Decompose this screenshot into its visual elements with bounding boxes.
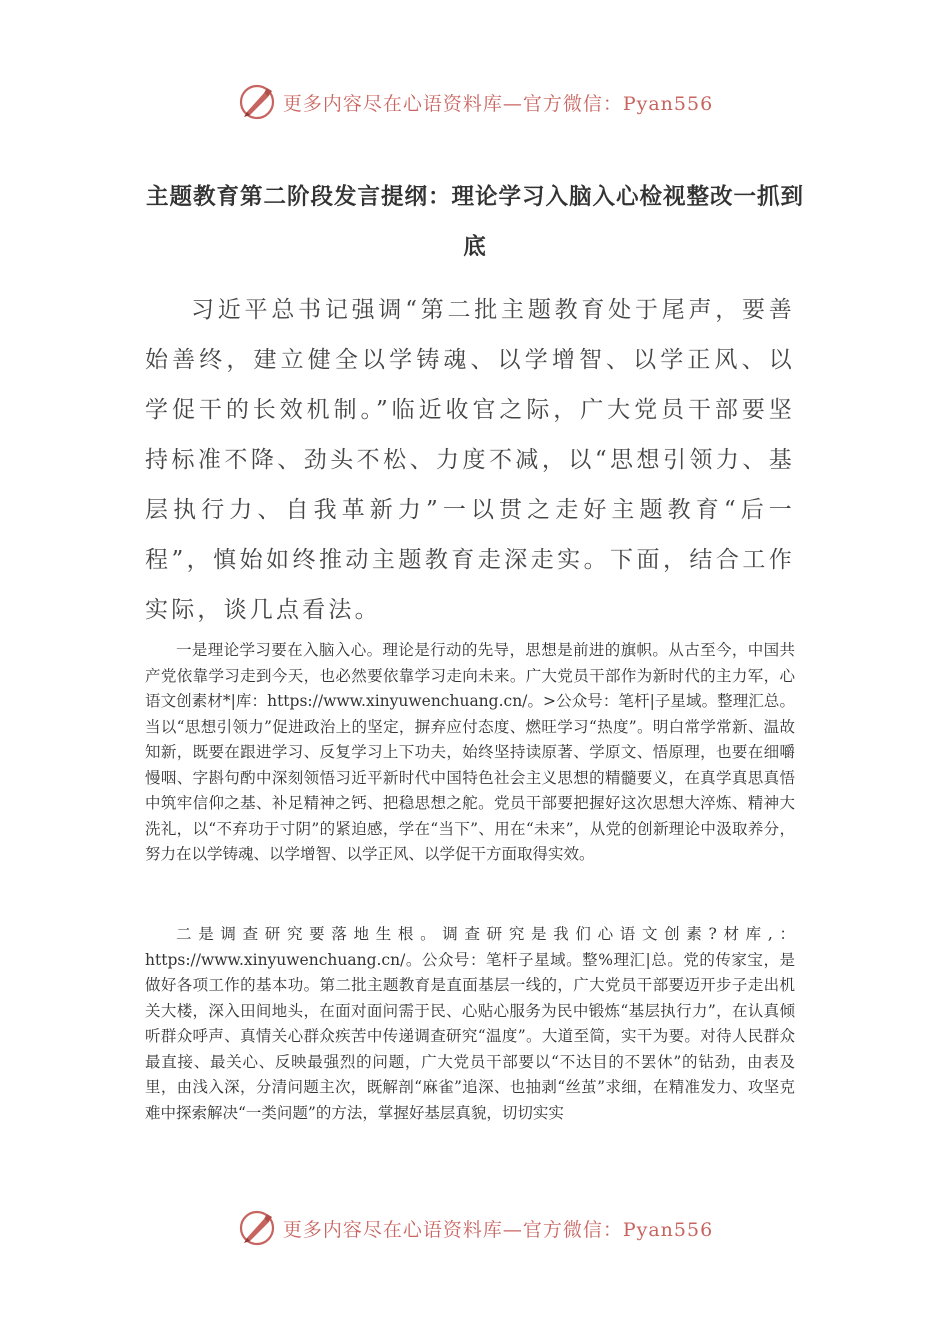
banner-text: 更多内容尽在心语资料库—官方微信：Pyan556 [282, 1218, 714, 1241]
header-banner [0, 80, 950, 124]
paragraph-research: 二是调查研究要落地生根。调查研究是我们心语文创素?材库,：https://www.xinyuwenchuang.cn/。公众号：笔杆子星域。整%理汇|总。党的传家宝，是做好各项工作的基本功。第二批主题教育是直面基层一线的，广大党员干部要迈开步子走出机关大楼，深入田间地头，在面对面问需于民、心贴心服务为民中锻炼“基层执行力”，在认真倾听群众呼声、真情关心群众疾苦中传递调查研究“温度”。大道至简，实干为要。对待人民群众最直接、最关心、反映最强烈的问题，广大党员干部要以“不达目的不罢休”的钻劲，由表及里，由浅入深，分清问题主次，既解剖“麻雀”追深、也抽剥“丝茧”求细，在精准发力、攻坚克难中探索解决“一类问题”的方法，掌握好基层真貌，切切实实 [145, 925, 795, 1122]
footer-banner [0, 1206, 950, 1250]
pen-nib-logo-icon [237, 1208, 277, 1248]
banner-text: 更多内容尽在心语资料库—官方微信：Pyan556 [282, 92, 714, 115]
pen-nib-logo-icon [237, 82, 277, 122]
paragraph-theory-study: 一是理论学习要在入脑入心。理论是行动的先导，思想是前进的旗帜。从古至今，中国共产党依靠学习走到今天，也必然要依靠学习走向未来。广大党员干部作为新时代的主力军，心语文创素材*|库：https://www.xinyuwenchuang.cn/。>公众号：笔杆|子星域。整理汇总。当以“思想引领力”促进政治上的坚定，摒弃应付态度、燃旺学习“热度”。明白常学常新、温故知新，既要在跟进学习、反复学习上下功夫，始终坚持读原著、学原文、悟原理，也要在细嚼慢咽、字斟句酌中深刻领悟习近平新时代中国特色社会主义思想的精髓要义，在真学真思真悟中筑牢信仰之基、补足精神之钙、把稳思想之舵。党员干部要把握好这次思想大淬炼、精神大洗礼，以“不弃功于寸阴”的紧迫感，学在“当下”、用在“未来”，从党的创新理论中汲取养分，努力在以学铸魂、以学增智、以学正风、以学促干方面取得实效。 [145, 641, 795, 863]
document-title: 主题教育第二阶段发言提纲：理论学习入脑入心检视整改一抓到底 [145, 184, 804, 260]
intro-paragraph: 习近平总书记强调“第二批主题教育处于尾声，要善始善终，建立健全以学铸魂、以学增智、以学正风、以学促干的长效机制。”临近收官之际，广大党员干部要坚持标准不降、劲头不松、力度不减，以“思想引领力、基层执行力、自我革新力”一以贯之走好主题教育“后一程”，慎始如终推动主题教育走深走实。下面，结合工作实际，谈几点看法。 [145, 297, 795, 623]
